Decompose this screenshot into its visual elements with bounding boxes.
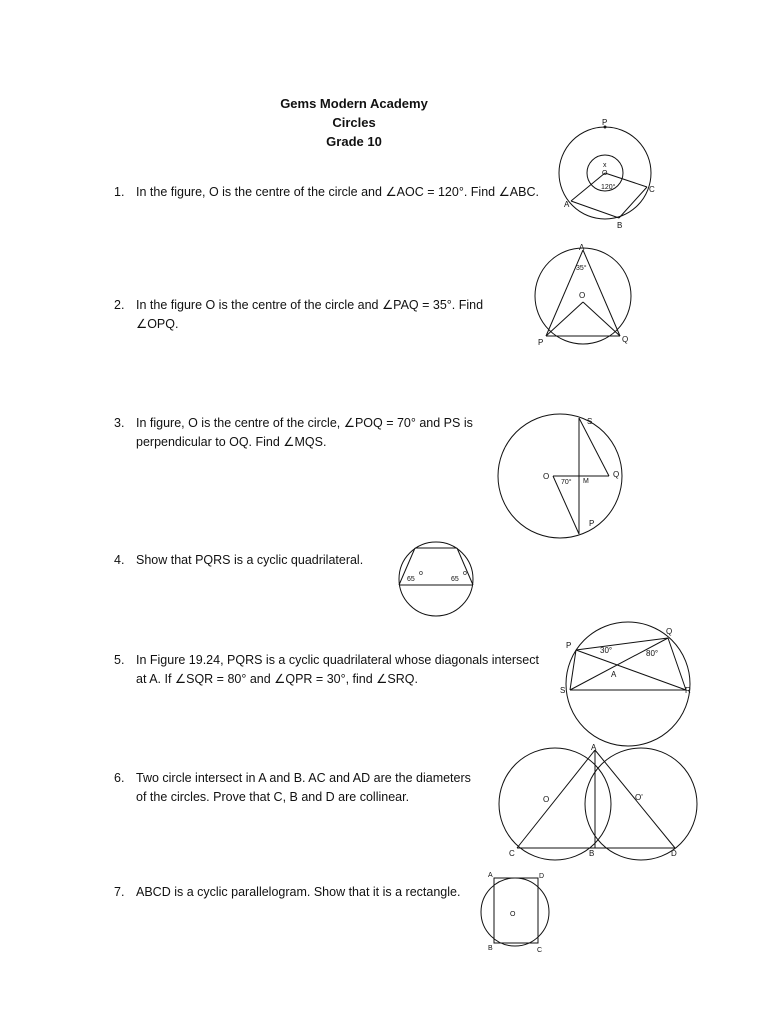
label-o: O [510,911,516,918]
circle [566,622,690,746]
segment-ab [571,201,619,218]
question-text-line-2: at A. If ∠SQR = 80° and ∠QPR = 30°, find ∠SRQ. [136,672,418,686]
question-2 [114,296,514,336]
question-text-line-1: In figure, O is the centre of the circle, ∠POQ = 70° and PS is [136,416,473,430]
label-q: Q [622,335,629,344]
segment-oq [583,302,620,336]
label-p: P [589,519,595,528]
label-angle-70: 70° [561,479,572,486]
label-angle-30: 30° [600,646,613,655]
label-right-degree: o [463,570,467,577]
figure-5-circle-diagram [560,620,695,750]
question-text: ABCD is a cyclic parallelogram. Show that it is a rectangle. [136,885,461,899]
question-text-line-2: perpendicular to OQ. Find ∠MQS. [136,435,327,449]
figure-3-circle-diagram [493,412,633,542]
topic-title: Circles [332,115,376,130]
question-number: 1. [114,185,125,199]
question-number: 3. [114,416,125,430]
figure-4-circle-diagram [393,539,483,619]
label-s: S [560,686,566,695]
label-angle-80: 80° [646,649,659,658]
circle-left [499,748,611,860]
label-b: B [617,221,623,230]
question-7 [114,883,474,903]
segment-ap [546,250,586,336]
question-text-line-2: of the circles. Prove that C, B and D are collinear. [136,790,410,804]
label-right-angle: 65 [451,576,459,583]
rectangle-abcd [494,878,538,943]
segment-qs [570,638,668,690]
label-o: O [579,291,586,300]
question-text: Show that PQRS is a cyclic quadrilateral. [136,553,364,567]
question-3 [114,414,494,454]
question-text: In the figure, O is the centre of the circle and ∠AOC = 120°. Find ∠ABC. [136,185,539,199]
label-q: Q [613,470,620,479]
label-b: B [488,945,493,952]
label-c: C [509,849,515,858]
question-text-line-1: Two circle intersect in A and B. AC and AD are the diameters [136,771,471,785]
label-angle-35: 35° [576,265,587,272]
question-text-line-2: ∠OPQ. [136,317,179,331]
figure-7-circle-diagram [478,868,568,958]
label-o: O [543,472,550,481]
question-number: 4. [114,553,125,567]
question-number: 6. [114,771,125,785]
label-left-degree: o [419,570,423,577]
label-x: x [603,162,607,169]
segment-bc [619,187,647,218]
question-4 [114,551,394,571]
school-name: Gems Modern Academy [280,96,428,111]
label-a: A [591,743,597,752]
question-number: 5. [114,653,125,667]
question-number: 2. [114,298,125,312]
label-angle-120: 120° [601,184,616,191]
question-number: 7. [114,885,125,899]
question-text-line-1: In the figure O is the centre of the circle and ∠PAQ = 35°. Find [136,298,484,312]
segment-op [546,302,583,336]
label-a: A [579,243,585,252]
figure-1-circle-diagram [555,115,665,235]
label-q: Q [666,627,673,636]
grade-label: Grade 10 [326,134,382,149]
label-b: B [589,849,595,858]
label-c: C [649,185,655,194]
segment-aq [583,250,620,336]
question-text-line-1: In Figure 19.24, PQRS is a cyclic quadrilateral whose diagonals intersect [136,653,539,667]
question-5 [114,651,554,691]
figure-6-circles-diagram [495,742,705,862]
question-6 [114,769,494,809]
label-a: A [611,670,617,679]
label-d: D [539,873,545,880]
figure-2-circle-diagram [528,244,638,354]
label-m: M [583,478,589,485]
label-o: O [543,795,550,804]
label-p: P [602,118,608,127]
question-1 [114,183,544,203]
label-o-prime: O' [635,793,643,802]
label-p: P [538,338,544,347]
segment-pr [576,650,686,690]
segment-qs [579,418,609,476]
label-s: S [587,417,593,426]
label-r: R [685,686,691,695]
segment-ac [517,750,595,848]
label-p: P [566,641,572,650]
label-left-angle: 65 [407,576,415,583]
label-o: O [602,170,608,177]
label-d: D [671,849,677,858]
label-a: A [488,872,493,879]
label-a: A [564,200,570,209]
circle-right [585,748,697,860]
label-c: C [537,947,543,954]
